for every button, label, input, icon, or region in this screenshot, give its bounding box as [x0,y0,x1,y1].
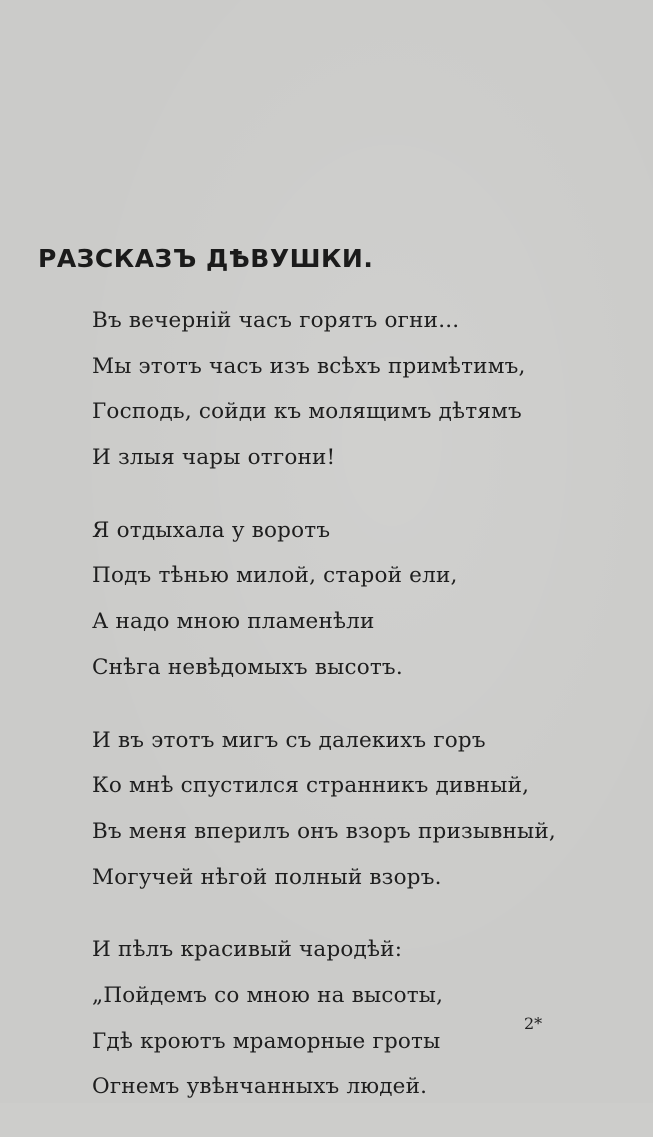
poem-line: Господь, сойди къ молящимъ дѣтямъ [92,399,522,425]
stanza-2 [92,508,632,691]
poem-line: Въ меня вперилъ онъ взоръ призывный, [92,818,556,844]
poem-line: Могучей нѣгой полный взоръ. [92,864,442,890]
page-number: 2* [524,1014,543,1033]
stanza-4 [92,927,632,1110]
poem-line: А надо мною пламенѣли [92,609,375,635]
poem-body [92,298,632,1137]
poem-line: Подъ тѣнью милой, старой ели, [92,563,458,589]
poem-line: Мы этотъ часъ изъ всѣхъ примѣтимъ, [92,353,526,379]
poem-line: И въ этотъ мигъ съ далекихъ горъ [92,727,486,753]
poem-line: Гдѣ кроютъ мраморные гроты [92,1028,441,1054]
poem-line: „Пойдемъ со мною на высоты, [92,982,444,1008]
poem-line: Въ вечерній часъ горятъ огни... [92,308,460,333]
poem-line: Ко мнѣ спустился странникъ дивный, [92,773,530,799]
poem-line: Огнемъ увѣнчанныхъ людей. [92,1074,428,1100]
poem-title: РАЗСКАЗЪ ДѢВУШКИ. [38,244,374,273]
stanza-1 [92,298,632,481]
stanza-3 [92,718,632,901]
poem-line: И пѣлъ красивый чародѣй: [92,937,403,963]
poem-line: И злыя чары отгони! [92,445,336,471]
poem-line: Я отдыхала у воротъ [92,517,331,543]
poem-line: Снѣга невѣдомыхъ высотъ. [92,654,403,680]
